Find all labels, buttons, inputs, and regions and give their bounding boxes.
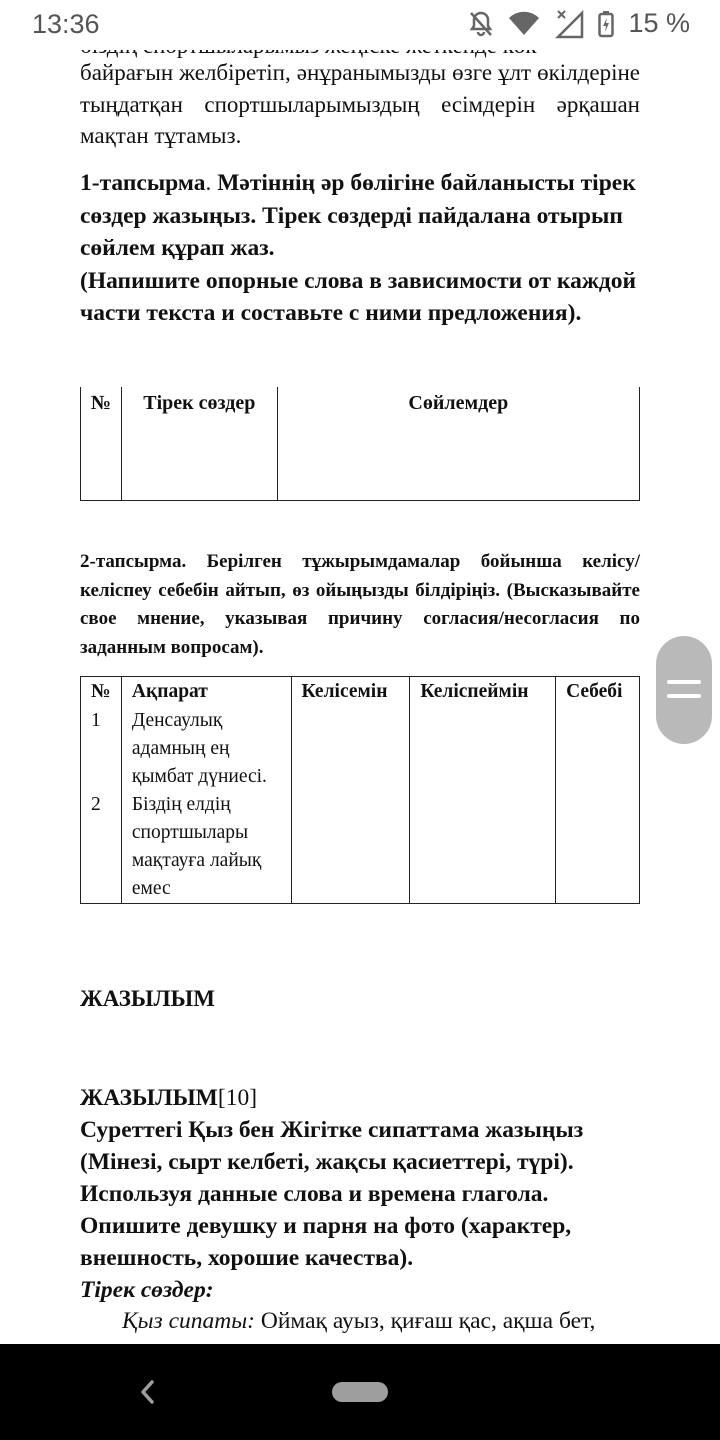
table-cell	[121, 445, 277, 473]
table2-header-agree: Келiсемiн	[291, 677, 410, 707]
handle-line-icon	[667, 680, 701, 684]
table-cell	[556, 707, 640, 791]
task2-instructions: 2-тапсырма. Берiлген тұжырымдамалар бойынша келiсу/келiспеу себебiн айтып, өз ойыңызды бiлдiрiңiз. (Высказывайте свое мнение, указывая причину согласия/несогласия по заданным вопросам).	[80, 551, 640, 658]
table-row	[81, 707, 640, 791]
table-row	[81, 445, 640, 473]
row-number: 2	[81, 791, 122, 904]
status-icons	[468, 8, 690, 39]
table-cell	[291, 707, 410, 791]
battery-charging-icon	[598, 10, 614, 38]
wifi-icon	[508, 11, 540, 37]
writing-score: [10]	[217, 1085, 258, 1111]
girl-label: Қыз сипаты:	[122, 1308, 255, 1334]
table2-header-disagree: Келiспеймiн	[410, 677, 556, 707]
no-signal-icon	[554, 9, 584, 39]
table2-header-info: Ақпарат	[121, 677, 291, 707]
handle-line-icon	[667, 694, 701, 698]
table-cell	[291, 791, 410, 904]
task1-instructions	[80, 167, 640, 330]
status-time: 13:36	[32, 9, 100, 39]
table-cell	[410, 791, 556, 904]
section-heading: ЖАЗЫЛЫМ	[80, 986, 215, 1011]
writing-title: ЖАЗЫЛЫМ	[80, 1085, 218, 1111]
table1-header-words: Тiрек сөздер	[121, 387, 277, 417]
table-cell	[81, 417, 122, 445]
navigation-bar	[0, 1344, 720, 1440]
agree-disagree-table	[80, 676, 640, 904]
table-cell	[556, 791, 640, 904]
table-cell	[81, 473, 122, 500]
girl-text: Оймақ ауыз, қиғаш қас, ақша бет,	[254, 1308, 596, 1334]
table-cell	[277, 417, 639, 445]
task1-text-kz: Мәтiннiң әр бөлiгiне байланысты тiрек сөздер жазыңыз. Тiрек сөздердi пайдалана отырып сөйлем құрап жаз.	[80, 170, 636, 261]
table2-header-row	[81, 677, 640, 707]
bell-off-icon	[468, 10, 494, 38]
back-button[interactable]	[136, 1376, 160, 1413]
writing-text-kz: Суреттегi Қыз бен Жiгiтке сипаттама жазыңыз (Мiнезi, сырт келбетi, жақсы қасиеттерi, түрi).	[80, 1117, 584, 1175]
intro-paragraph: байрағын желбiретiп, әнұранымызды өзге ұлт өкiлдерiне тыңдатқан спортшыларымыздың есiмдерiн әрқашан мақтан тұтамыз.	[80, 60, 640, 148]
table-cell	[121, 473, 277, 500]
battery-percent: 15 %	[628, 8, 690, 38]
table2-header-num: №	[81, 677, 122, 707]
table-row	[81, 417, 640, 445]
task1-dot: .	[205, 170, 212, 196]
table-row	[81, 473, 640, 500]
table1-header-num: №	[81, 387, 122, 417]
table1-header-row	[81, 387, 640, 417]
girl-description-line	[122, 1305, 642, 1337]
table-cell	[121, 417, 277, 445]
table2-header-reason: Себебi	[556, 677, 640, 707]
task1-text-ru: (Напишите опорные слова в зависимости от каждой части текста и составьте с ними предложения).	[80, 267, 637, 326]
writing-task	[80, 1082, 640, 1306]
table-cell	[277, 445, 639, 473]
table-cell	[410, 707, 556, 791]
table-cell	[81, 445, 122, 473]
home-pill-button[interactable]	[332, 1382, 388, 1402]
table-row	[81, 791, 640, 904]
table1-header-sentences: Сөйлемдер	[277, 387, 639, 417]
row-info: Денсаулық адамның ең қымбат дүниесi.	[121, 707, 291, 791]
table-cell	[277, 473, 639, 500]
support-words-label: Тiрек сөздер:	[80, 1277, 214, 1303]
task1-label: 1-тапсырма	[80, 170, 206, 196]
support-words-table	[80, 387, 640, 501]
status-bar	[0, 0, 720, 50]
writing-text-ru: Используя данные слова и времена глагола. Опишите девушку и парня на фото (характер, внешность, хорошие качества).	[80, 1181, 572, 1271]
row-number: 1	[81, 707, 122, 791]
row-info: Бiздiң елдiң спортшылары мақтауға лайық емес	[121, 791, 291, 904]
scroll-handle[interactable]	[656, 636, 712, 744]
